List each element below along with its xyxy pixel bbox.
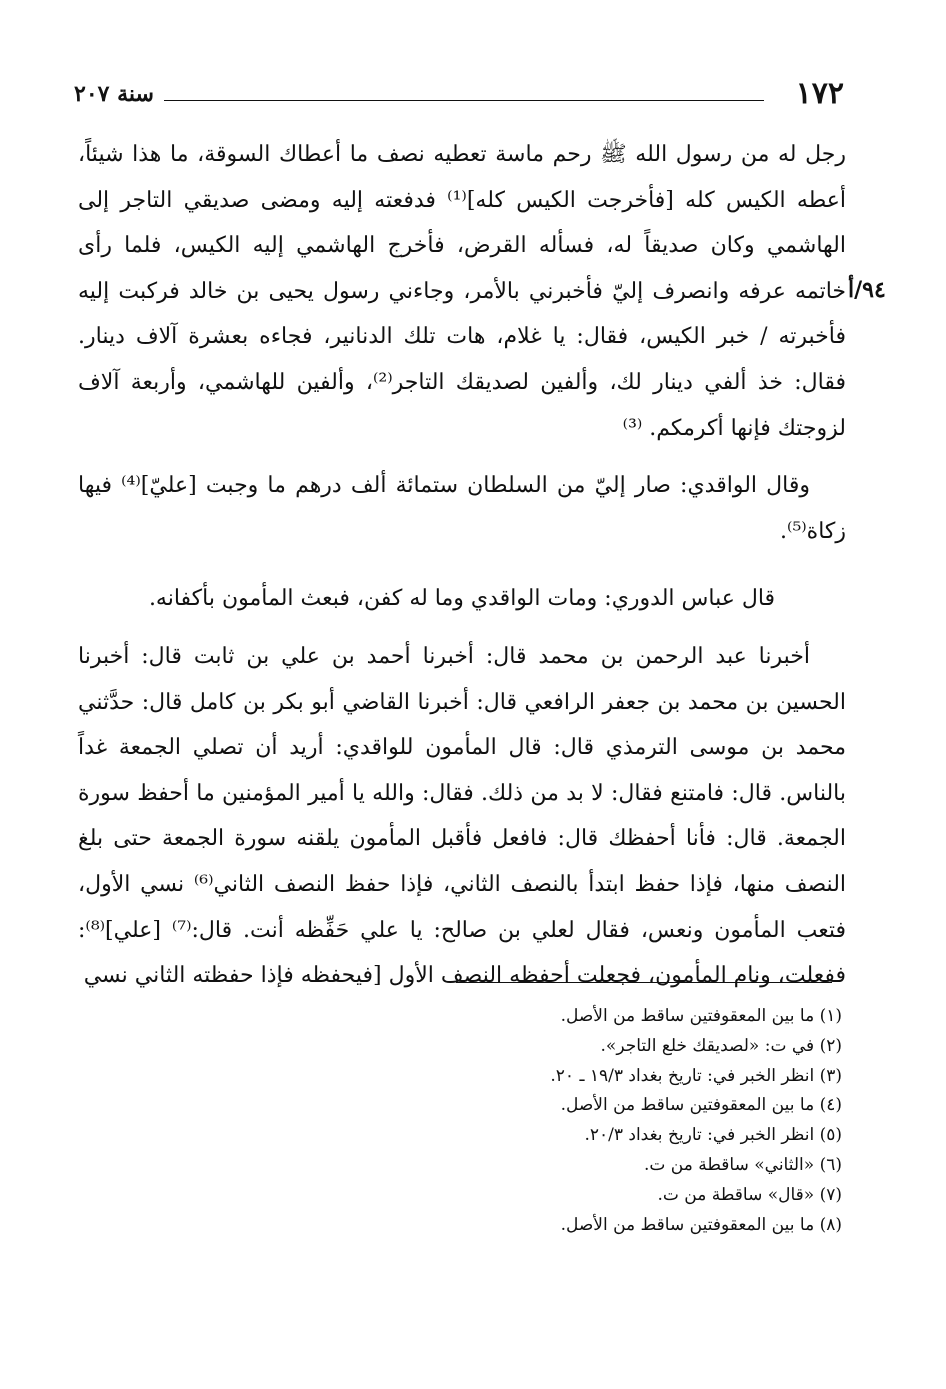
manuscript-folio-note: ٩٤/أ	[848, 277, 886, 303]
running-title: سنة ٢٠٧	[74, 81, 154, 107]
paragraph-1: رجل له من رسول الله ﷺ رحم ماسة تعطيه نصف ما أعطاك السوقة، ما هذا شيئاً، أعطه الكيس كله [فأخرجت الكيس كله]⁽¹⁾ فدفعته إليه ومضى صديقي التاجر إلى الهاشمي وكان صديقاً له، فسأله القرض، فأخرج الهاشمي إليه الكيس، فلما رأى خاتمه عرفه وانصرف إليّ فأخبرني بالأمر، وجاءني رسول يحيى بن خالد فركبت إليه فأخبرته / خبر الكيس، فقال: يا غلام، هات تلك الدنانير، فجاءه بعشرة آلاف دينار. فقال: خذ ألفي دينار لك، وألفين لصديقك التاجر⁽²⁾، وألفين للهاشمي، وأربعة آلاف لزوجتك فإنها أكرمكم. ⁽³⁾	[78, 142, 846, 441]
footnote-4: (٤) ما بين المعقوفتين ساقط من الأصل.	[560, 1095, 842, 1116]
paragraph-4: أخبرنا عبد الرحمن بن محمد قال: أخبرنا أحمد بن علي بن ثابت قال: أخبرنا الحسين بن محمد بن جعفر الرافعي قال: أخبرنا القاضي أبو بكر بن كامل قال: حدَّثني محمد بن موسى الترمذي قال: قال المأمون للواقدي: أريد أن تصلي الجمعة غداً بالناس. قال: فامتنع فقال: لا بد من ذلك. فقال: والله يا أمير المؤمنين ما أحفظ سورة الجمعة. قال: فأنا أحفظك قال: فافعل فأقبل المأمون يلقنه سورة الجمعة حتى بلغ النصف منها، فإذا حفظ ابتدأ بالنصف الثاني، فإذا حفظ النصف الثاني⁽⁶⁾ نسي الأول، فتعب المأمون ونعس، فقال لعلي بن صالح: يا علي حَفِّظه أنت. قال:⁽⁷⁾ [علي]⁽⁸⁾: ففعلت، ونام المأمون، فجعلت أحفظه النصف الأول [فيحفظه فإذا حفظته الثاني نسي	[78, 643, 847, 989]
footnote-2: (٢) في ت: «لصديقك خلع التاجر».	[600, 1035, 842, 1056]
paragraph-2: وقال الواقدي: صار إليّ من السلطان ستمائة ألف درهم ما وجبت [عليّ]⁽⁴⁾ فيها زكاة⁽⁵⁾.	[78, 473, 846, 544]
page-header	[74, 76, 844, 112]
footnote-6: (٦) «الثاني» ساقطة من ت.	[643, 1154, 842, 1175]
page-number: ١٧٢	[795, 76, 844, 111]
footnote-5: (٥) انظر الخبر في: تاريخ بغداد ٢٠/٣.	[584, 1125, 842, 1146]
footnotes-list	[142, 1002, 842, 1240]
footnote-separator	[456, 982, 832, 983]
paragraph-3: قال عباس الدوري: ومات الواقدي وما له كفن، فبعث المأمون بأكفانه.	[148, 586, 776, 612]
footnote-1: (١) ما بين المعقوفتين ساقط من الأصل.	[560, 1006, 842, 1026]
footnote-8: (٨) ما بين المعقوفتين ساقط من الأصل.	[560, 1214, 842, 1235]
footnote-7: (٧) «قال» ساقطة من ت.	[657, 1184, 842, 1205]
header-rule	[164, 100, 764, 101]
main-text	[78, 132, 846, 1011]
footnote-3: (٣) انظر الخبر في: تاريخ بغداد ١٩/٣ ـ ٢٠.	[550, 1065, 842, 1086]
